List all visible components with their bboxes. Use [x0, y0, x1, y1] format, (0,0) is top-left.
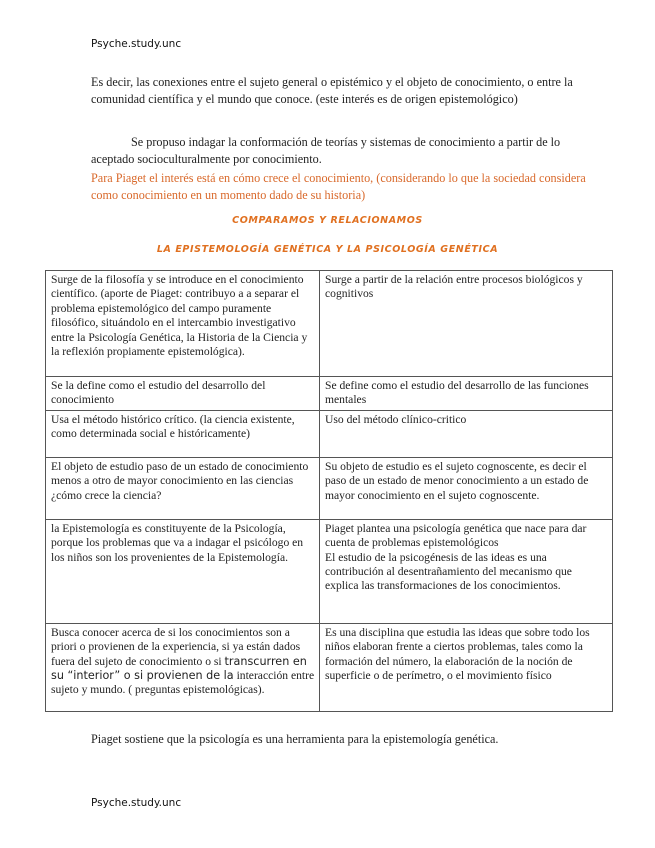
cell-text-part: interacción entre sujeto y mundo. ( preguntas epistemológicas). — [51, 669, 315, 697]
table-cell-psychology — [320, 519, 613, 623]
table-cell-psychology: Uso del método clínico-critico — [320, 410, 613, 457]
cell-text-part: transcurren en su “interior” o si provienen de la — [51, 654, 307, 683]
cell-text-part: El estudio de la psicogénesis de las ideas es una contribución al desentrañamiento del mecanismo que explica las transformaciones de los conocimientos. — [325, 550, 572, 593]
page-header: Psyche.study.unc — [91, 38, 182, 50]
table-cell-epistemology: Usa el método histórico crítico. (la ciencia existente, como determinada social e históricamente) — [46, 410, 320, 457]
table-row — [46, 410, 613, 457]
table-cell-psychology: Es una disciplina que estudia las ideas que sobre todo los niños elaboran frente a ciertos problemas, tales como la formación del número, la elaboración de la noción de superficie o de perímetro, o el movimiento físico — [320, 623, 613, 711]
table-cell-epistemology: Se la define como el estudio del desarrollo del conocimiento — [46, 377, 320, 411]
table-row — [46, 271, 613, 377]
paragraph-purpose: Se propuso indagar la conformación de teorías y sistemas de conocimiento a partir de lo aceptado socioculturalmente por conocimiento. — [91, 135, 561, 166]
heading-compare: COMPARAMOS Y RELACIONAMOS — [232, 215, 423, 226]
table-row — [46, 377, 613, 411]
cell-text-part: Busca conocer acerca de si los conocimientos son a priori o provienen de la experiencia, si ya están dados fuera del sujeto de conocimiento o si — [51, 625, 301, 668]
table-cell-epistemology — [46, 623, 320, 711]
paragraph-conclusion: Piaget sostiene que la psicología es una herramienta para la epistemología genética. — [91, 732, 499, 746]
table-cell-psychology: Surge a partir de la relación entre procesos biológicos y cognitivos — [320, 271, 613, 377]
page-footer: Psyche.study.unc — [91, 797, 182, 809]
table-cell-psychology: Se define como el estudio del desarrollo de las funciones mentales — [320, 377, 613, 411]
table-cell-epistemology: El objeto de estudio paso de un estado de conocimiento menos a otro de mayor conocimiento en las ciencias ¿cómo crece la ciencia? — [46, 457, 320, 519]
table-cell-epistemology: la Epistemología es constituyente de la Psicología, porque los problemas que va a indagar el psicólogo en los niños son los provenientes de la Epistemología. — [46, 519, 320, 623]
cell-text-part: Piaget plantea una psicología genética que nace para dar cuenta de problemas epistemológicos — [325, 521, 587, 550]
table-cell-epistemology: Surge de la filosofía y se introduce en el conocimiento científico. (aporte de Piaget: contribuyo a a separar el problema epistemológico del campo puramente filosófico, situándolo en el intercambio investigativo entre la Psicología Genética, la Historia de la Ciencia y la reflexión propiamente epistemológica). — [46, 271, 320, 377]
comparison-table — [45, 270, 613, 712]
heading-epistemology-psychology: LA EPISTEMOLOGÍA GENÉTICA Y LA PSICOLOGÍA GENÉTICA — [156, 244, 499, 255]
paragraph-piaget-interest: Para Piaget el interés está en cómo crece el conocimiento, (considerando lo que la sociedad considera como conocimiento en un momento dado de su historia) — [91, 171, 586, 202]
table-row — [46, 519, 613, 623]
table-row — [46, 623, 613, 711]
table-cell-psychology: Su objeto de estudio es el sujeto cognoscente, es decir el paso de un estado de menor conocimiento a un estado de mayor conocimiento en el sujeto cognoscente. — [320, 457, 613, 519]
table-row — [46, 457, 613, 519]
paragraph-intro: Es decir, las conexiones entre el sujeto general o epistémico y el objeto de conocimiento, o entre la comunidad científica y el mundo que conoce. (este interés es de origen epistemológico) — [91, 75, 573, 106]
